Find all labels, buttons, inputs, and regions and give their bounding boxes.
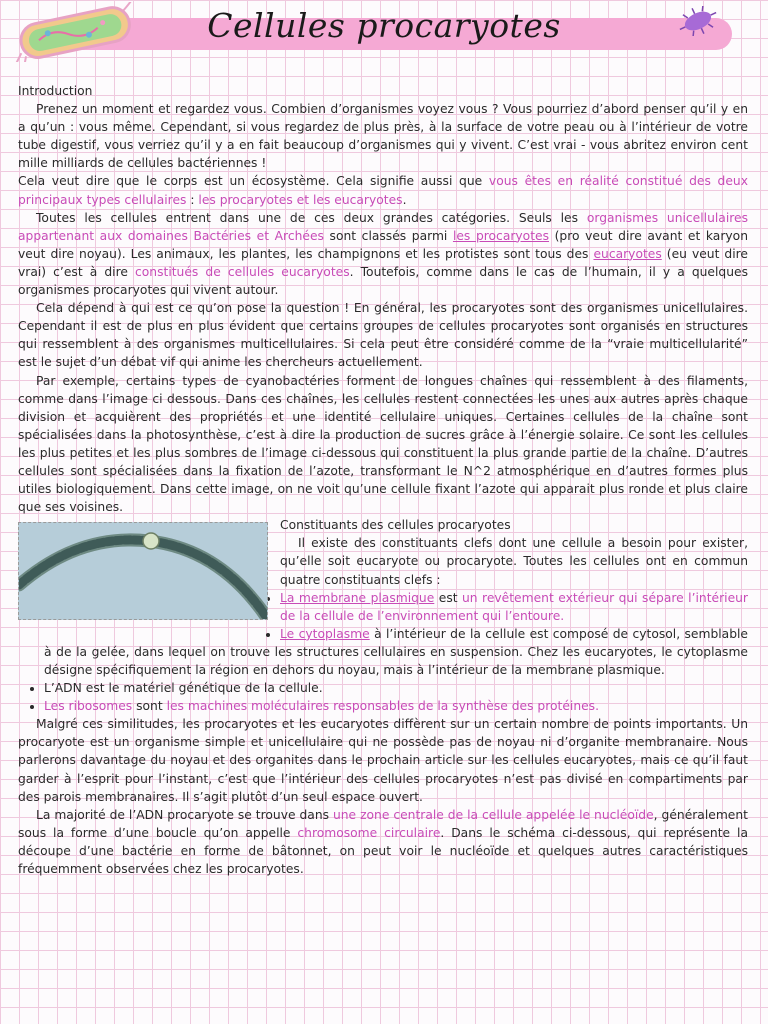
page-title: Cellules procaryotes bbox=[207, 6, 561, 45]
intro-paragraph-1: Prenez un moment et regardez vous. Combien d’organismes voyez vous ? Vous pourriez d’abord penser qu’il y en a qu’un : vous même. Cependant, si vous regardez de plus près, à la surface de votre peau ou à l’intérieur de votre tube digestif, vous verriez qu’il y a en fait beaucoup d’organismes qui y vivent. C’est vrai - vous abritez environ cent mille milliards de cellules bactériennes ! bbox=[18, 102, 748, 171]
intro-paragraph-5: Par exemple, certains types de cyanobactéries forment de longues chaînes qui ressemblent à des filaments, comme dans l’image ci dessous. Dans ces chaînes, les cellules restent connectées les unes aux autres après chaque division et acquièrent des propriétés et une identité cellulaire uniques. Certaines cellules de la chaîne sont spécialisées dans la photosynthèse, c’est à dire la production de sucres grâce à l’énergie solaire. Ce sont les cellules les plus petites et les plus sombres de l’image ci-dessous qui constituent la plus grande partie de la chaîne. D’autres cellules sont spécialisées dans la fixation de l’azote, transformant le N^2 atmosphérique en d’autres formes plus utiles biologiquement. Dans cette image, on ne voit qu’une cellule fixant l’azote qui apparait plus ronde et plus claire que ses voisines. bbox=[18, 373, 748, 515]
constituants-paragraph-1: Il existe des constituants clefs dont une cellule a besoin pour exister, qu’elle soit eucaryote ou procaryote. Toutes les cellules ont en commun quatre constituants clefs : bbox=[280, 536, 748, 587]
list-item: • Les ribosomes sont les machines moléculaires responsables de la synthèse des protéines. bbox=[44, 697, 748, 715]
intro-paragraph-4: Cela dépend à qui est ce qu’on pose la question ! En général, les procaryotes sont des organismes unicellulaires. Cependant il est de plus en plus évident que certains groupes de cellules procaryotes sont organisés en structures qui ressemblent à des organismes multicellulaires. Si cela peut être considéré comme de la “vraie multicellularité” est le sujet d’un débat vif qui anime les chercheurs actuellement. bbox=[18, 301, 748, 370]
constituants-paragraph-2: Malgré ces similitudes, les procaryotes et les eucaryotes diffèrent sur un certain nombre de points importants. Un procaryote est un organisme simple et unicellulaire qui ne possède pas de noyau ni d’organite membranaire. Nous parlerons davantage du noyau et des organites dans le prochain article sur les cellules eucaryotes, mais ce qu’il faut garder à l’esprit pour l’instant, c’est que l’intérieur des cellules procaryotes n’est pas divisé en compartiments par des parois membranaires. Il s’agit plutôt d’un seul espace ouvert. bbox=[18, 717, 748, 804]
intro-heading: Introduction bbox=[18, 84, 93, 98]
list-item: • La membrane plasmique est un revêtement extérieur qui sépare l’intérieur de la cellule de l’environnement qui l’entoure. bbox=[44, 589, 748, 625]
list-item: • Le cytoplasme à l’intérieur de la cellule est composé de cytosol, semblable à de la gelée, dans lequel on trouve les structures cellulaires en suspension. Chez les eucaryotes, le cytoplasme désigne spécifiquement la région en dehors du noyau, mais à l’intérieur de la membrane plasmique. bbox=[44, 625, 748, 679]
cyanobacteria-image bbox=[18, 522, 268, 620]
article-body bbox=[18, 82, 748, 878]
intro-paragraph-2: Cela veut dire que le corps est un écosystème. Cela signifie aussi que vous êtes en réalité constitué des deux principaux types cellulaires : les procaryotes et les eucaryotes. bbox=[18, 174, 748, 207]
list-item: • L’ADN est le matériel génétique de la cellule. bbox=[44, 679, 748, 697]
link-eucaryotes[interactable]: eucaryotes bbox=[593, 246, 662, 261]
intro-paragraph-3: Toutes les cellules entrent dans une de ces deux grandes catégories. Seuls les organismes unicellulaires appartenant aux domaines Bactéries et Archées sont classés parmi les procaryotes (pro veut dire avant et karyon veut dire noyau). Les animaux, les plantes, les champignons et les protistes sont tous des eucaryotes (eu veut dire vrai) c’est à dire constitués de cellules eucaryotes. Toutefois, comme dans le cas de l’humain, il y a quelques organismes procaryotes qui vivent autour. bbox=[18, 210, 748, 298]
constituants-heading: Constituants des cellules procaryotes bbox=[280, 518, 511, 533]
constituants-paragraph-3: La majorité de l’ADN procaryote se trouve dans une zone centrale de la cellule appelée le nucléoïde, généralement sous la forme d’une boucle qu’on appelle chromosome circulaire. Dans le schéma ci-dessous, qui représente la découpe d’une bactérie en forme de bâtonnet, on peut voir le nucléoïde et quelques autres caractéristiques fréquemment observées chez les procaryotes. bbox=[18, 807, 748, 877]
link-procaryotes[interactable]: les procaryotes bbox=[452, 228, 550, 243]
